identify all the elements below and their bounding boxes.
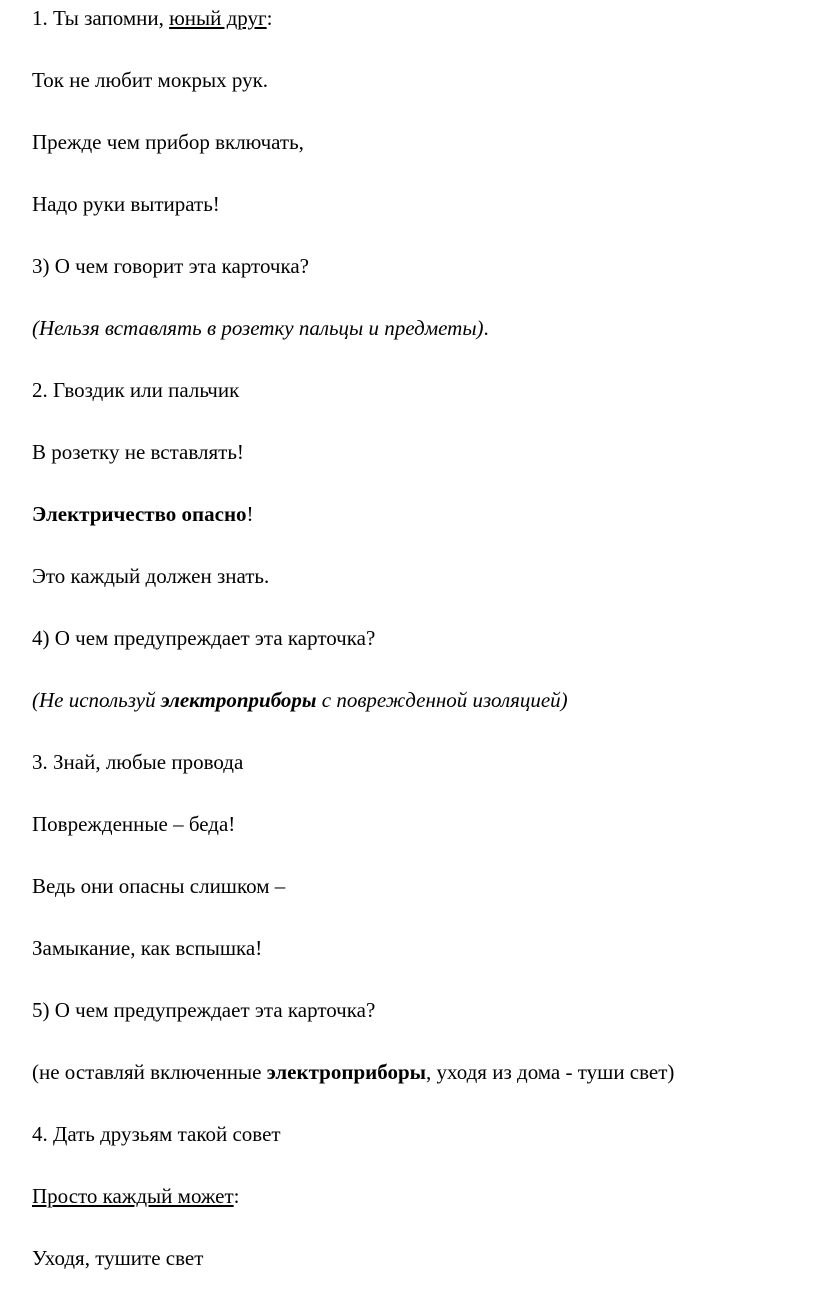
underlined-text: юный друг — [169, 6, 267, 30]
text-line: Надо руки вытирать! — [32, 192, 220, 216]
text-line: Замыкание, как вспышка! — [32, 936, 263, 960]
text-line: Прежде чем прибор включать, — [32, 130, 304, 154]
text-line: Поврежденные – беда! — [32, 812, 236, 836]
text-line: 4. Дать друзьям такой совет — [32, 1122, 281, 1146]
text-line: 2. Гвоздик или пальчик — [32, 378, 240, 402]
text-line: 1. Ты запомни, юный друг: — [32, 6, 273, 30]
underlined-text: Просто каждый может — [32, 1184, 234, 1208]
text-line: Уходя, тушите свет — [32, 1246, 204, 1270]
text-line: Ток не любит мокрых рук. — [32, 68, 269, 92]
question-line: 4) О чем предупреждает эта карточка? — [32, 626, 376, 650]
text-line: Ведь они опасны слишком – — [32, 874, 286, 898]
bold-text: Электричество опасно — [32, 502, 247, 526]
text-line: Это каждый должен знать. — [32, 564, 270, 588]
answer-line: (Нельзя вставлять в розетку пальцы и предметы). — [32, 316, 489, 340]
text-line: 3. Знай, любые провода — [32, 750, 244, 774]
question-line: 5) О чем предупреждает эта карточка? — [32, 998, 376, 1022]
text-line: Просто каждый может: — [32, 1184, 240, 1208]
text-line: В розетку не вставлять! — [32, 440, 244, 464]
answer-line: (Не используй электроприборы с поврежденной изоляцией) — [32, 688, 568, 712]
text-line: Электричество опасно! — [32, 502, 254, 526]
question-line: 3) О чем говорит эта карточка? — [32, 254, 309, 278]
bold-text: электроприборы — [266, 1060, 427, 1084]
answer-line: (не оставляй включенные электроприборы, уходя из дома - туши свет) — [32, 1060, 675, 1084]
bold-italic-text: электроприборы — [160, 688, 317, 712]
